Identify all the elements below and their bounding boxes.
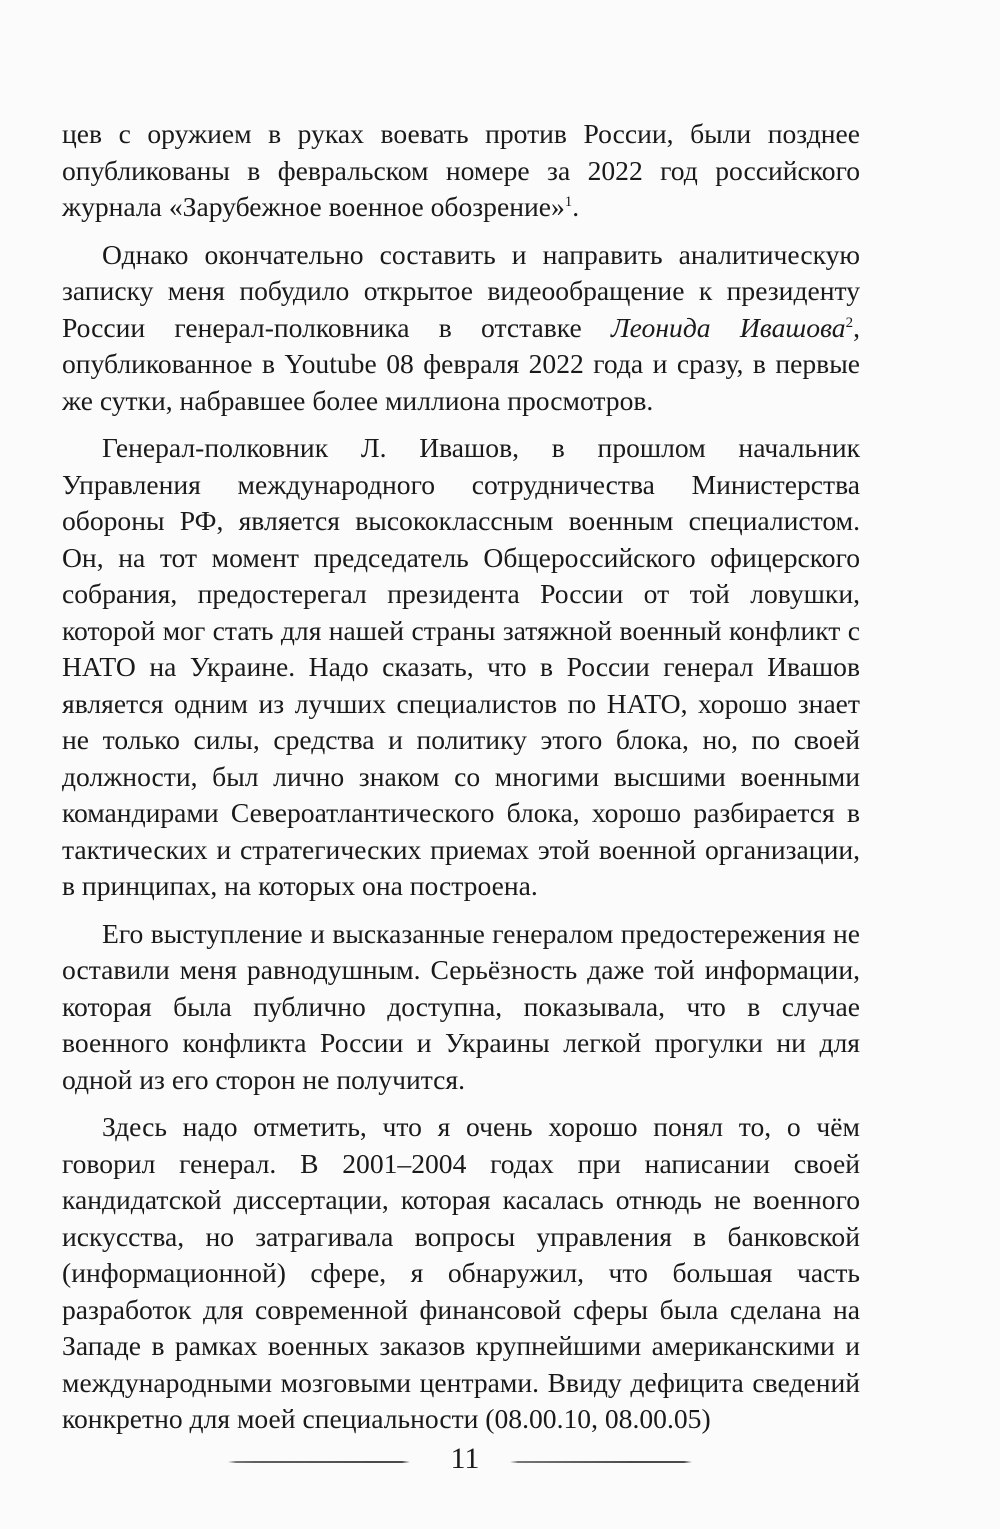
body-text (62, 116, 860, 1438)
left-ornament-rule (228, 1460, 410, 1464)
footnote-ref-2: 2 (845, 314, 854, 331)
paragraph-5: Здесь надо отметить, что я очень хорошо понял то, о чём говорил генерал. В 2001–2004 годах при написании своей кандидатской диссертации, которая касалась отнюдь не военного искусства, но затрагивала вопросы управления в банковской (информационной) сфере, я обнаружил, что большая часть разработок для современной финансовой сферы была сделана на Западе в рамках военных заказов крупнейшими американскими и международными мозговыми центрами. Ввиду дефицита сведений конкретно для моей специальности (08.00.10, 08.00.05) (62, 1111, 860, 1434)
footnote-ref-1: 1 (564, 193, 573, 210)
paragraph-3: Генерал-полковник Л. Ивашов, в прошлом начальник Управления международного сотрудничества Министерства обороны РФ, является высококлассным военным специалистом. Он, на тот момент председатель Общероссийского офицерского собрания, предостерегал президента России от той ловушки, которой мог стать для нашей страны затяжной военный конфликт с НАТО на Украине. Надо сказать, что в России генерал Ивашов является одним из лучших специалистов по НАТО, хорошо знает не только силы, средства и политику этого блока, но, по своей должности, был лично знаком со многими высшими военными командирами Североатлантического блока, хорошо разбирается в тактических и стратегических приемах этой военной организации, в принципах, на которых она построена. (62, 432, 860, 901)
page-number: 11 (450, 1442, 480, 1475)
paragraph-2: Однако окончательно составить и направить аналитическую записку меня побудило открытое видеообращение к президенту России генерал-полковника в отставке Леонида Ивашова$^2$, опубликованное в Youtube 08 февраля 2022 года и сразу, в первые же сутки, набравшее более миллиона просмотров. (62, 238, 860, 416)
paragraph-1: цев с оружием в руках воевать против России, были позднее опубликованы в февральском номере за 2022 год российского журнала «Зарубежное военное обозрение»$^1$. (62, 118, 860, 222)
person-name-italic: Леонида Ивашова (610, 311, 846, 343)
paragraph-4: Его выступление и высказанные генералом предостережения не оставили меня равнодушным. Серьёзность даже той информации, которая была публично доступна, показывала, что в случае военного конфликта России и Украины легкой прогулки ни для одной из его сторон не получится. (62, 917, 860, 1095)
page-footer (0, 1438, 1000, 1482)
right-ornament-rule (510, 1460, 692, 1464)
